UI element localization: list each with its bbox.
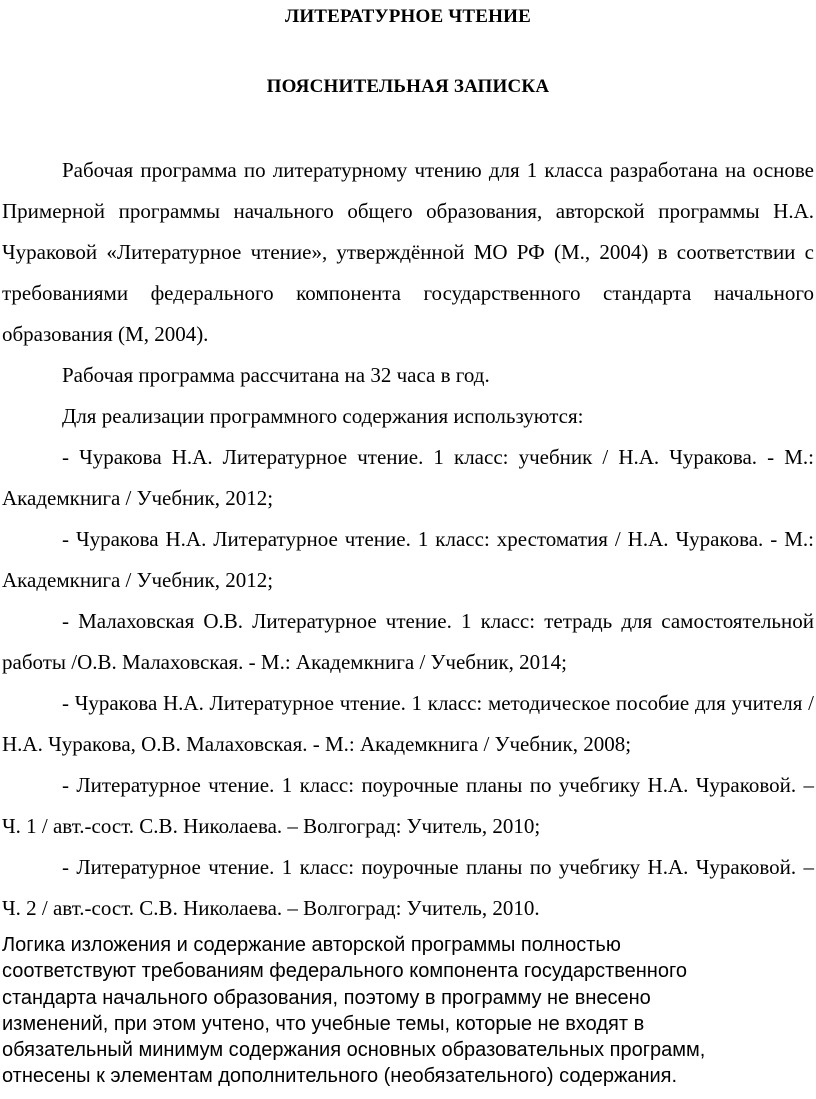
paragraph-hours: Рабочая программа рассчитана на 32 часа в год. <box>62 363 490 387</box>
closing-note: Логика изложения и содержание авторской программы полностью соответствуют требованиям федерального компонента государственного стандарта начального образования, поэтому в программу не внесено изменений, при этом учтено, что учебные темы, которые не входят в обязательный минимум содержания основных образовательных программ, отнесены к элементам дополнительного (необязательного) содержания. <box>2 934 706 1088</box>
section-title: ПОЯСНИТЕЛЬНАЯ ЗАПИСКА <box>266 76 550 97</box>
list-item-teacher-guide: - Чуракова Н.А. Литературное чтение. 1 класс: методическое пособие для учителя / Н.А. Чуракова, О.В. Малаховская. - М.: Академкнига / Учебник, 2008; <box>2 691 814 756</box>
list-item-textbook: - Чуракова Н.А. Литературное чтение. 1 класс: учебник / Н.А. Чуракова. - М.: Академкнига / Учебник, 2012; <box>2 445 814 510</box>
list-item-workbook: - Малаховская О.В. Литературное чтение. 1 класс: тетрадь для самостоятельной работы /О.В. Малаховская. - М.: Академкнига / Учебник, 2014; <box>2 609 814 674</box>
list-item-reader: - Чуракова Н.А. Литературное чтение. 1 класс: хрестоматия / Н.А. Чуракова. - М.: Академкнига / Учебник, 2012; <box>2 527 814 592</box>
document-title: ЛИТЕРАТУРНОЕ ЧТЕНИЕ <box>284 6 532 27</box>
paragraph-materials-intro: Для реализации программного содержания используются: <box>62 404 584 428</box>
list-item-lesson-plans-2: - Литературное чтение. 1 класс: поурочные планы по учебгику Н.А. Чураковой. – Ч. 2 / авт.-сост. С.В. Николаева. – Волгоград: Учитель, 2010. <box>2 855 814 920</box>
list-item-lesson-plans-1: - Литературное чтение. 1 класс: поурочные планы по учебгику Н.А. Чураковой. – Ч. 1 / авт.-сост. С.В. Николаева. – Волгоград: Учитель, 2010; <box>2 773 814 838</box>
explanatory-note-body <box>2 150 814 929</box>
paragraph-intro: Рабочая программа по литературному чтению для 1 класса разработана на основе Примерной программы начального общего образования, авторской программы Н.А. Чураковой «Литературное чтение», утверждённой МО РФ (М., 2004) в соответствии с требованиями федерального компонента государственного стандарта начального образования (М, 2004). <box>2 158 814 346</box>
